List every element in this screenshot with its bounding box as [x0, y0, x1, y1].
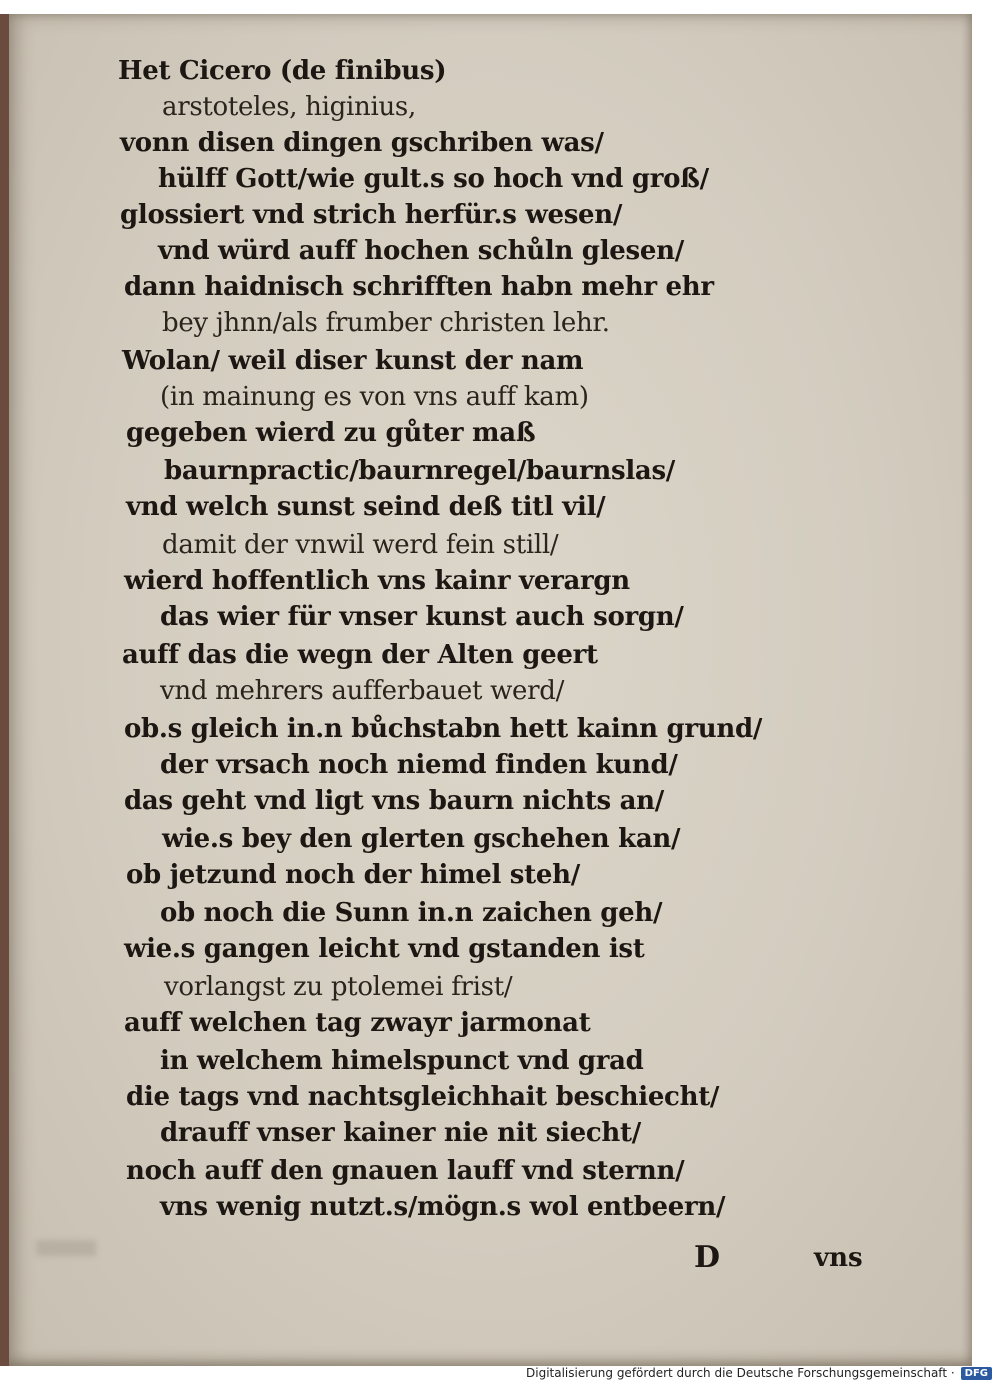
ink-bleed-mark: [36, 1240, 96, 1256]
funding-notice: Digitalisierung gefördert durch die Deutsche Forschungsgemeinschaft ·: [526, 1366, 955, 1380]
catchword: vns: [814, 1243, 863, 1273]
text-line-2: arstoteles, higinius,: [162, 92, 416, 122]
text-line-13: vnd welch sunst seind deß titl vil/: [126, 492, 606, 522]
text-line-19: ob.s gleich in.n bůchstabn hett kainn grund/: [124, 714, 763, 744]
text-line-32: vns wenig nutzt.s/mögn.s wol entbeern/: [160, 1192, 726, 1222]
digitization-footer: [526, 1364, 992, 1382]
text-line-4: hülff Gott/wie gult.s so hoch vnd groß/: [158, 164, 709, 194]
signature-mark: D: [694, 1240, 721, 1275]
text-line-24: ob noch die Sunn in.n zaichen geh/: [160, 898, 663, 928]
page-text: [6, 14, 972, 1366]
dfg-logo: DFG: [961, 1367, 992, 1380]
text-line-30: drauff vnser kainer nie nit siecht/: [160, 1118, 641, 1148]
text-line-15: wierd hoffentlich vns kainr verargn: [124, 566, 630, 596]
text-line-14: damit der vnwil werd fein still/: [162, 530, 559, 560]
text-line-31: noch auff den gnauen lauff vnd sternn/: [126, 1156, 685, 1186]
text-line-16: das wier für vnser kunst auch sorgn/: [160, 602, 684, 632]
text-line-5: glossiert vnd strich herfür.s wesen/: [120, 200, 623, 230]
text-line-6: vnd würd auff hochen schůln glesen/: [158, 236, 684, 266]
book-page: [6, 14, 972, 1366]
book-spine: [0, 14, 9, 1366]
text-line-21: das geht vnd ligt vns baurn nichts an/: [124, 786, 664, 816]
text-line-18: vnd mehrers aufferbauet werd/: [160, 676, 565, 706]
text-line-28: in welchem himelspunct vnd grad: [160, 1046, 644, 1076]
text-line-22: wie.s bey den glerten gschehen kan/: [162, 824, 681, 854]
text-line-3: vonn disen dingen gschriben was/: [120, 128, 604, 158]
text-line-12: baurnpractic/baurnregel/baurnslas/: [164, 456, 675, 486]
text-line-25: wie.s gangen leicht vnd gstanden ist: [124, 934, 645, 964]
text-line-29: die tags vnd nachtsgleichhait beschiecht/: [126, 1082, 720, 1112]
text-line-10: (in mainung es von vns auff kam): [160, 382, 589, 412]
text-line-1: Het Cicero (de finibus): [118, 56, 447, 86]
text-line-9: Wolan/ weil diser kunst der nam: [122, 346, 584, 376]
text-line-27: auff welchen tag zwayr jarmonat: [124, 1008, 591, 1038]
text-line-7: dann haidnisch schrifften habn mehr ehr: [124, 272, 714, 302]
text-line-23: ob jetzund noch der himel steh/: [126, 860, 580, 890]
text-line-20: der vrsach noch niemd finden kund/: [160, 750, 678, 780]
text-line-17: auff das die wegn der Alten geert: [122, 640, 598, 670]
text-line-26: vorlangst zu ptolemei frist/: [164, 972, 513, 1002]
text-line-11: gegeben wierd zu gůter maß: [126, 418, 536, 448]
text-line-8: bey jhnn/als frumber christen lehr.: [162, 308, 610, 338]
